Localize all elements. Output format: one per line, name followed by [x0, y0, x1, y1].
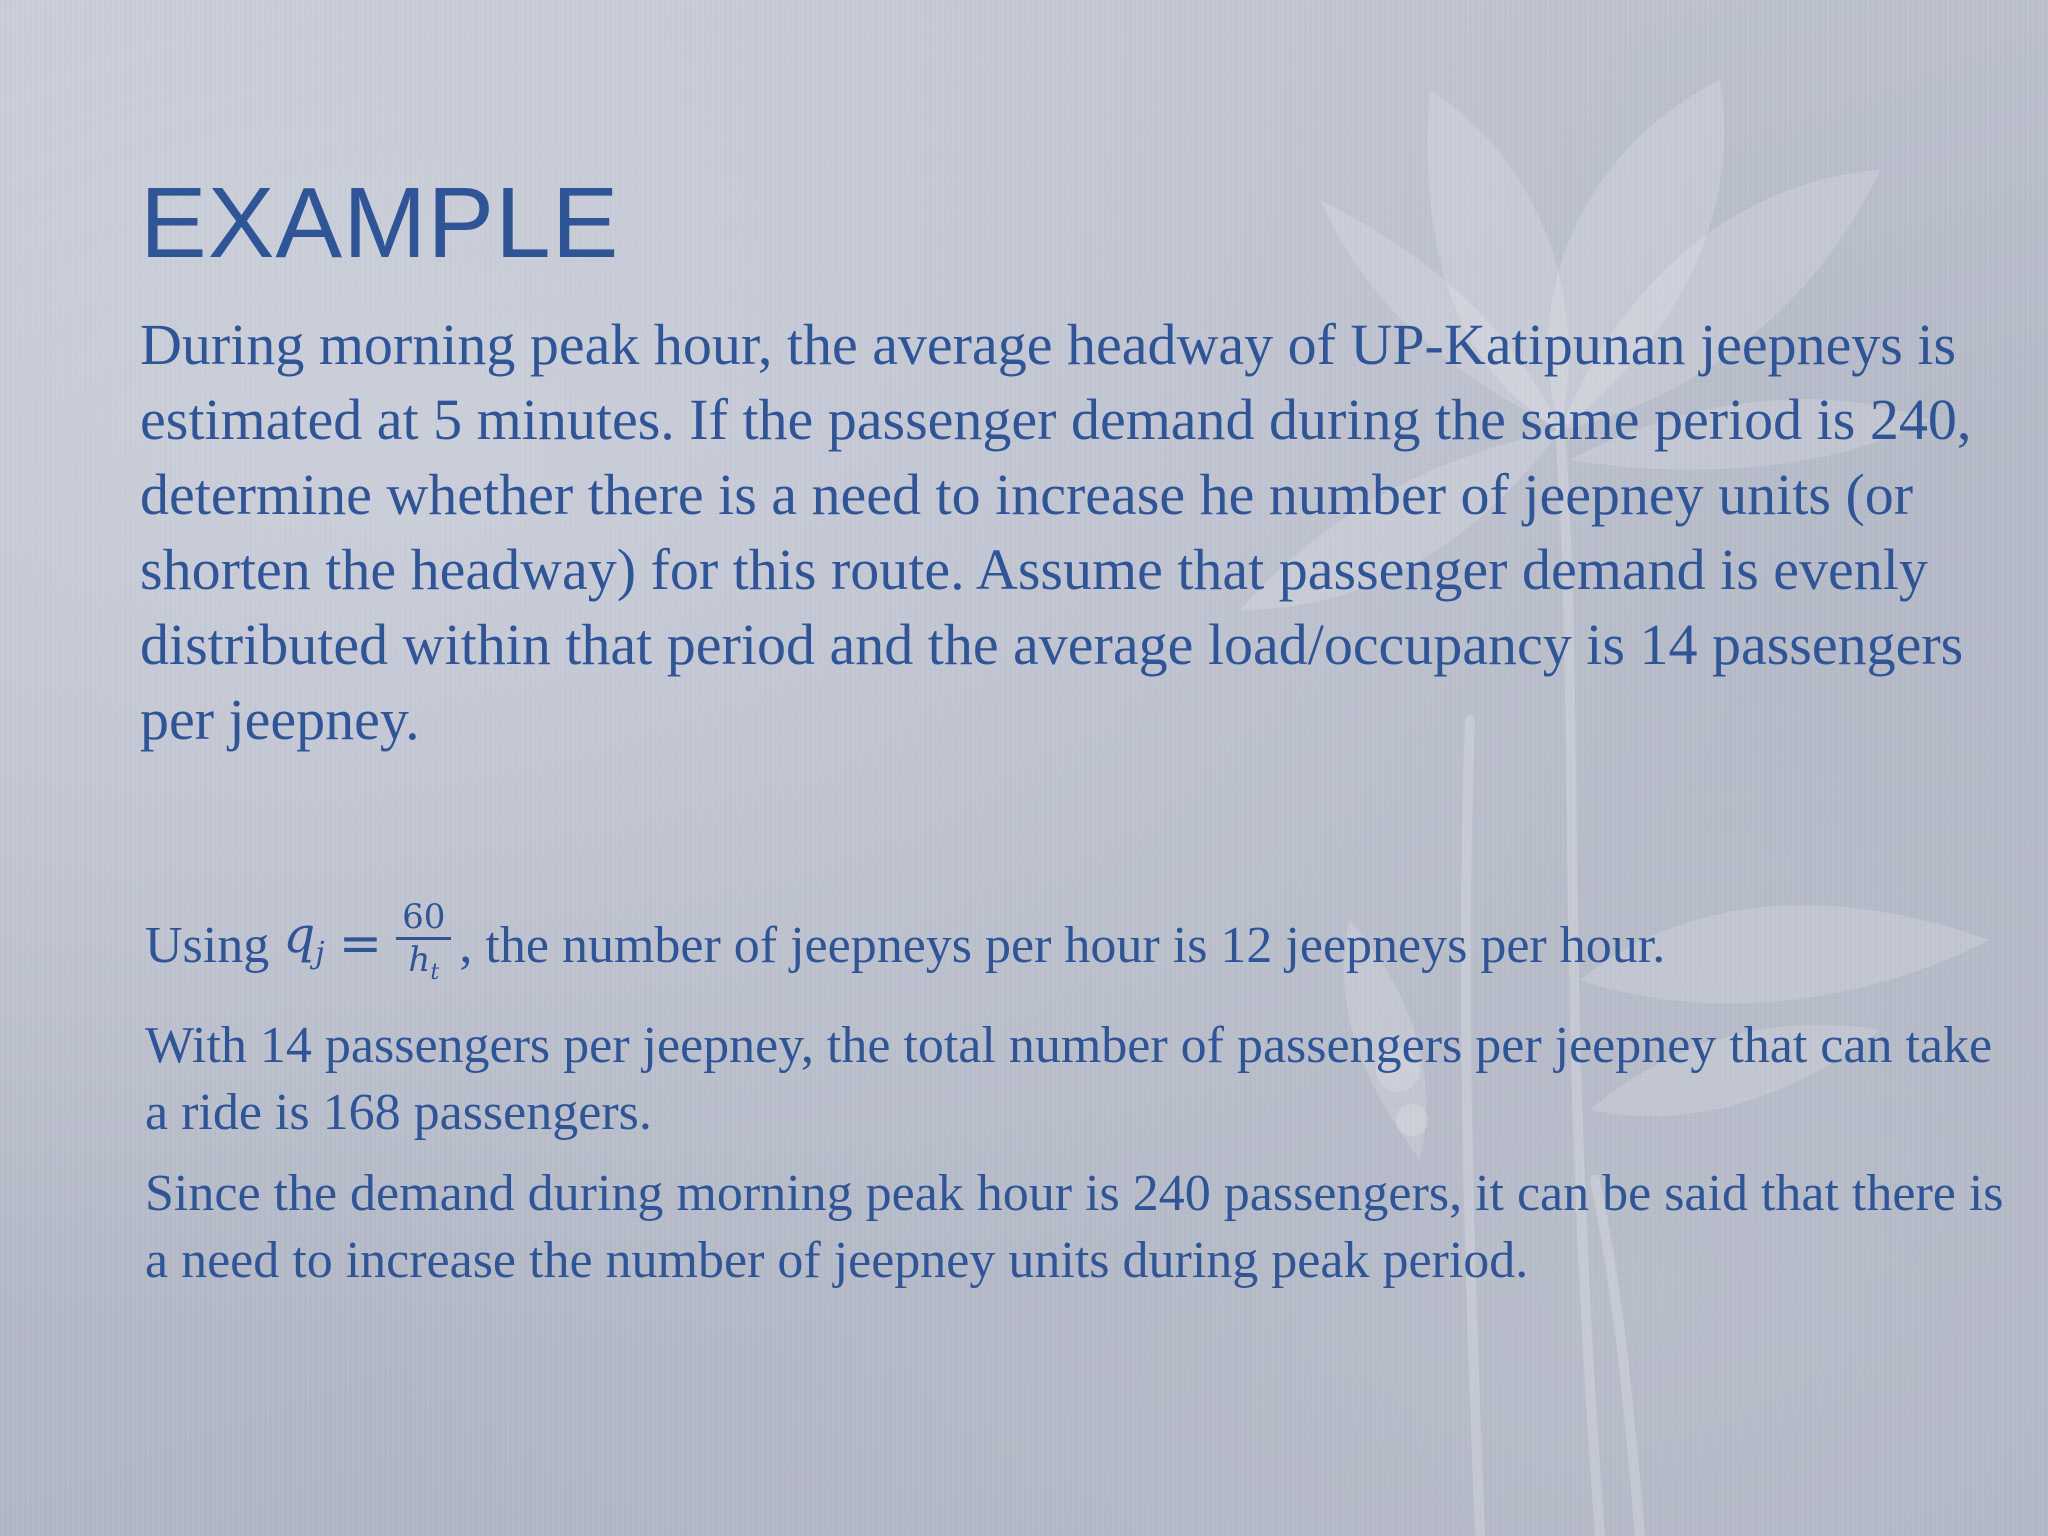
formula-equals: = — [338, 914, 383, 975]
headway-formula — [283, 897, 451, 993]
solution-line-1 — [145, 880, 2015, 1010]
solution-paragraph-3: Since the demand during morning peak hour is 240 passengers, it can be said that there is a need to increase the number of jeepney units during peak period. — [145, 1165, 2004, 1289]
formula-denominator: $h_t$ — [408, 940, 440, 985]
formula-numerator: 60 — [396, 897, 451, 940]
solution-paragraph-2: With 14 passengers per jeepney, the total number of passengers per jeepney that can take a ride is 168 passengers. — [145, 1017, 1993, 1141]
using-suffix: , the number of jeepneys per hour is 12 jeepneys per hour. — [459, 916, 1666, 974]
formula-fraction — [396, 897, 451, 993]
solution-block — [145, 880, 2015, 1294]
problem-statement: During morning peak hour, the average headway of UP-Katipunan jeepneys is estimated at 5 minutes. If the passenger demand during the same period is 240, determine whether there is a need to increase he number of jeepney units (or shorten the headway) for this route. Assume that passenger demand is evenly distributed within that period and the average load/occupancy is 14 passengers per jeepney. — [140, 312, 1972, 752]
slide-title: EXAMPLE — [140, 167, 620, 279]
formula-lhs: $q_j$ — [283, 906, 325, 972]
using-prefix: Using — [145, 916, 270, 974]
